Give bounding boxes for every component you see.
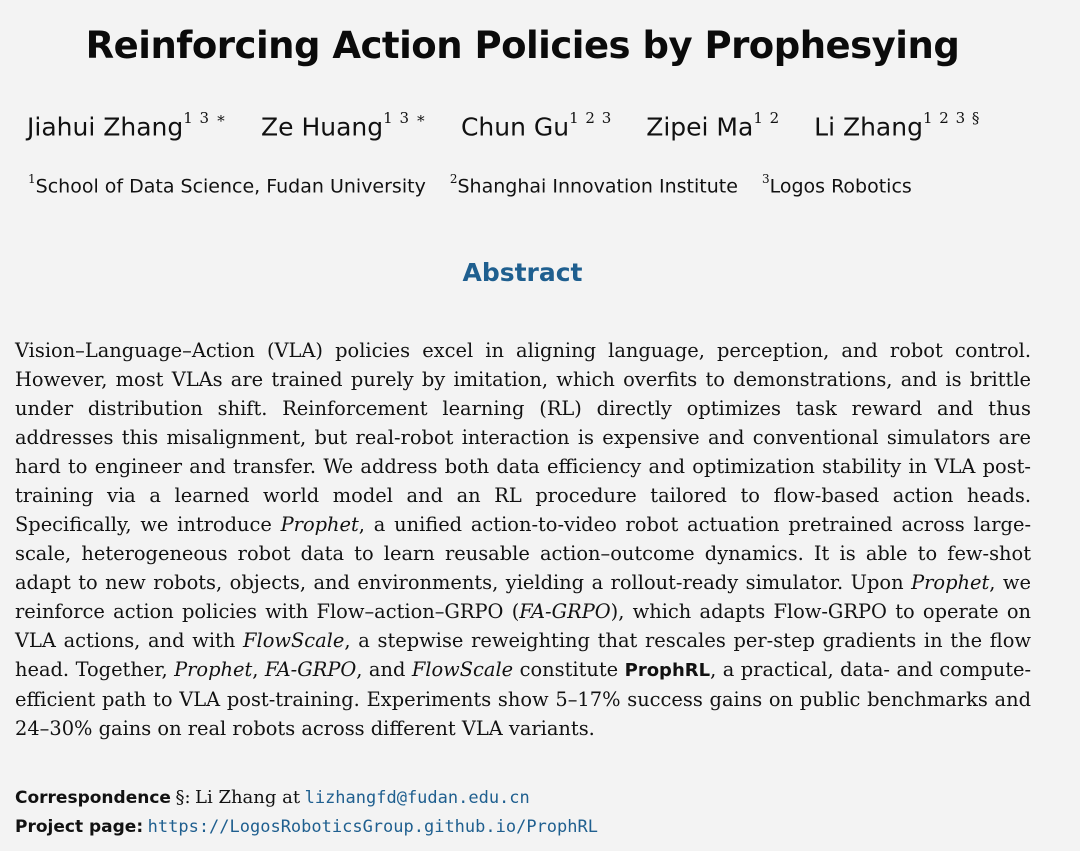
abstract-text: constitute <box>513 658 625 681</box>
affiliation <box>762 174 912 197</box>
author-name: Ze Huang <box>261 112 384 142</box>
abstract-text: , a stepwise reweighting that rescales per-step gradients in the flow head. Together, <box>15 629 1031 681</box>
flowscale-term: FlowScale <box>243 629 345 652</box>
paper-title: Reinforcing Action Policies by Prophesying <box>85 24 960 67</box>
correspondence-symbol: §: <box>175 787 191 808</box>
affiliation-number: 1 <box>28 172 36 186</box>
affiliation <box>450 174 738 197</box>
correspondence-email-link[interactable]: lizhangfd@fudan.edu.cn <box>304 788 530 808</box>
prophet-term: Prophet <box>174 658 253 681</box>
prophet-term: Prophet <box>911 571 990 594</box>
affiliation-name: Logos Robotics <box>769 175 912 198</box>
correspondence-text: Li Zhang at <box>195 787 301 808</box>
fa-grpo-term: FA-GRPO <box>264 658 357 681</box>
abstract-text: Vision–Language–Action (VLA) policies excel in aligning language, perception, and robot control. However, most VLAs are trained purely by imitation, which overfits to demonstrations, and is brittle under distribution shift. Reinforcement learning (RL) directly optimizes task reward and thus addresses this misalignment, but real-robot interaction is expensive and conventional simulators are hard to engineer and transfer. We address both data efficiency and optimization stability in VLA post-training via a learned world model and an RL procedure tailored to flow-based action heads. Specifically, we introduce <box>15 339 1031 536</box>
prophet-term: Prophet <box>280 513 359 536</box>
abstract-text: , and <box>356 658 412 681</box>
author-affiliation-marks: 1 2 3 <box>569 109 613 127</box>
fa-grpo-term: FA-GRPO <box>519 600 611 623</box>
author <box>460 109 613 142</box>
abstract-text: , a unified action-to-video robot actuation pretrained across large-scale, heterogeneous robot data to learn reusable action–outcome dynamics. It is able to few-shot adapt to new robots, objects, and environments, yielding a rollout-ready simulator. Upon <box>15 513 1031 594</box>
project-page-line <box>15 816 1055 837</box>
author-name: Jiahui Zhang <box>27 112 184 142</box>
author <box>27 109 228 142</box>
abstract-heading: Abstract <box>462 258 583 287</box>
author-name: Zipei Ma <box>646 112 754 142</box>
abstract-text: , we reinforce action policies with Flow–action–GRPO ( <box>15 571 1031 623</box>
author-affiliation-marks: 1 2 <box>753 109 781 127</box>
author-affiliation-marks: 1 2 3 § <box>922 109 981 127</box>
project-page-label: Project page: <box>15 817 144 837</box>
project-page-link[interactable]: https://LogosRoboticsGroup.github.io/ProphRL <box>147 817 598 837</box>
affiliation-list <box>28 174 1068 197</box>
author-affiliation-marks: 1 3 ∗ <box>383 109 427 127</box>
abstract-body <box>15 336 1031 743</box>
author-affiliation-marks: 1 3 ∗ <box>183 109 228 127</box>
prophrl-term: ProphRL <box>624 660 711 681</box>
author-name: Li Zhang <box>814 112 923 142</box>
affiliation <box>28 174 426 197</box>
author <box>646 109 781 142</box>
affiliation-number: 3 <box>761 172 770 186</box>
author <box>814 109 981 142</box>
author <box>261 109 427 142</box>
author-name: Chun Gu <box>460 112 570 142</box>
abstract-text: ), which adapts Flow-GRPO to operate on VLA actions, and with <box>15 600 1031 652</box>
affiliation-name: Shanghai Innovation Institute <box>457 175 738 198</box>
affiliation-number: 2 <box>449 172 458 186</box>
author-list <box>27 109 1067 142</box>
abstract-text: , a practical, data- and compute-efficient path to VLA post-training. Experiments show 5–17% success gains on public benchmarks and 24–30% gains on real robots across different VLA variants. <box>15 658 1032 740</box>
affiliation-name: School of Data Science, Fudan University <box>35 175 426 198</box>
flowscale-term: FlowScale <box>411 658 514 681</box>
correspondence-label: Correspondence <box>15 788 171 808</box>
abstract-text: , <box>252 658 265 681</box>
correspondence-line <box>15 787 1055 808</box>
